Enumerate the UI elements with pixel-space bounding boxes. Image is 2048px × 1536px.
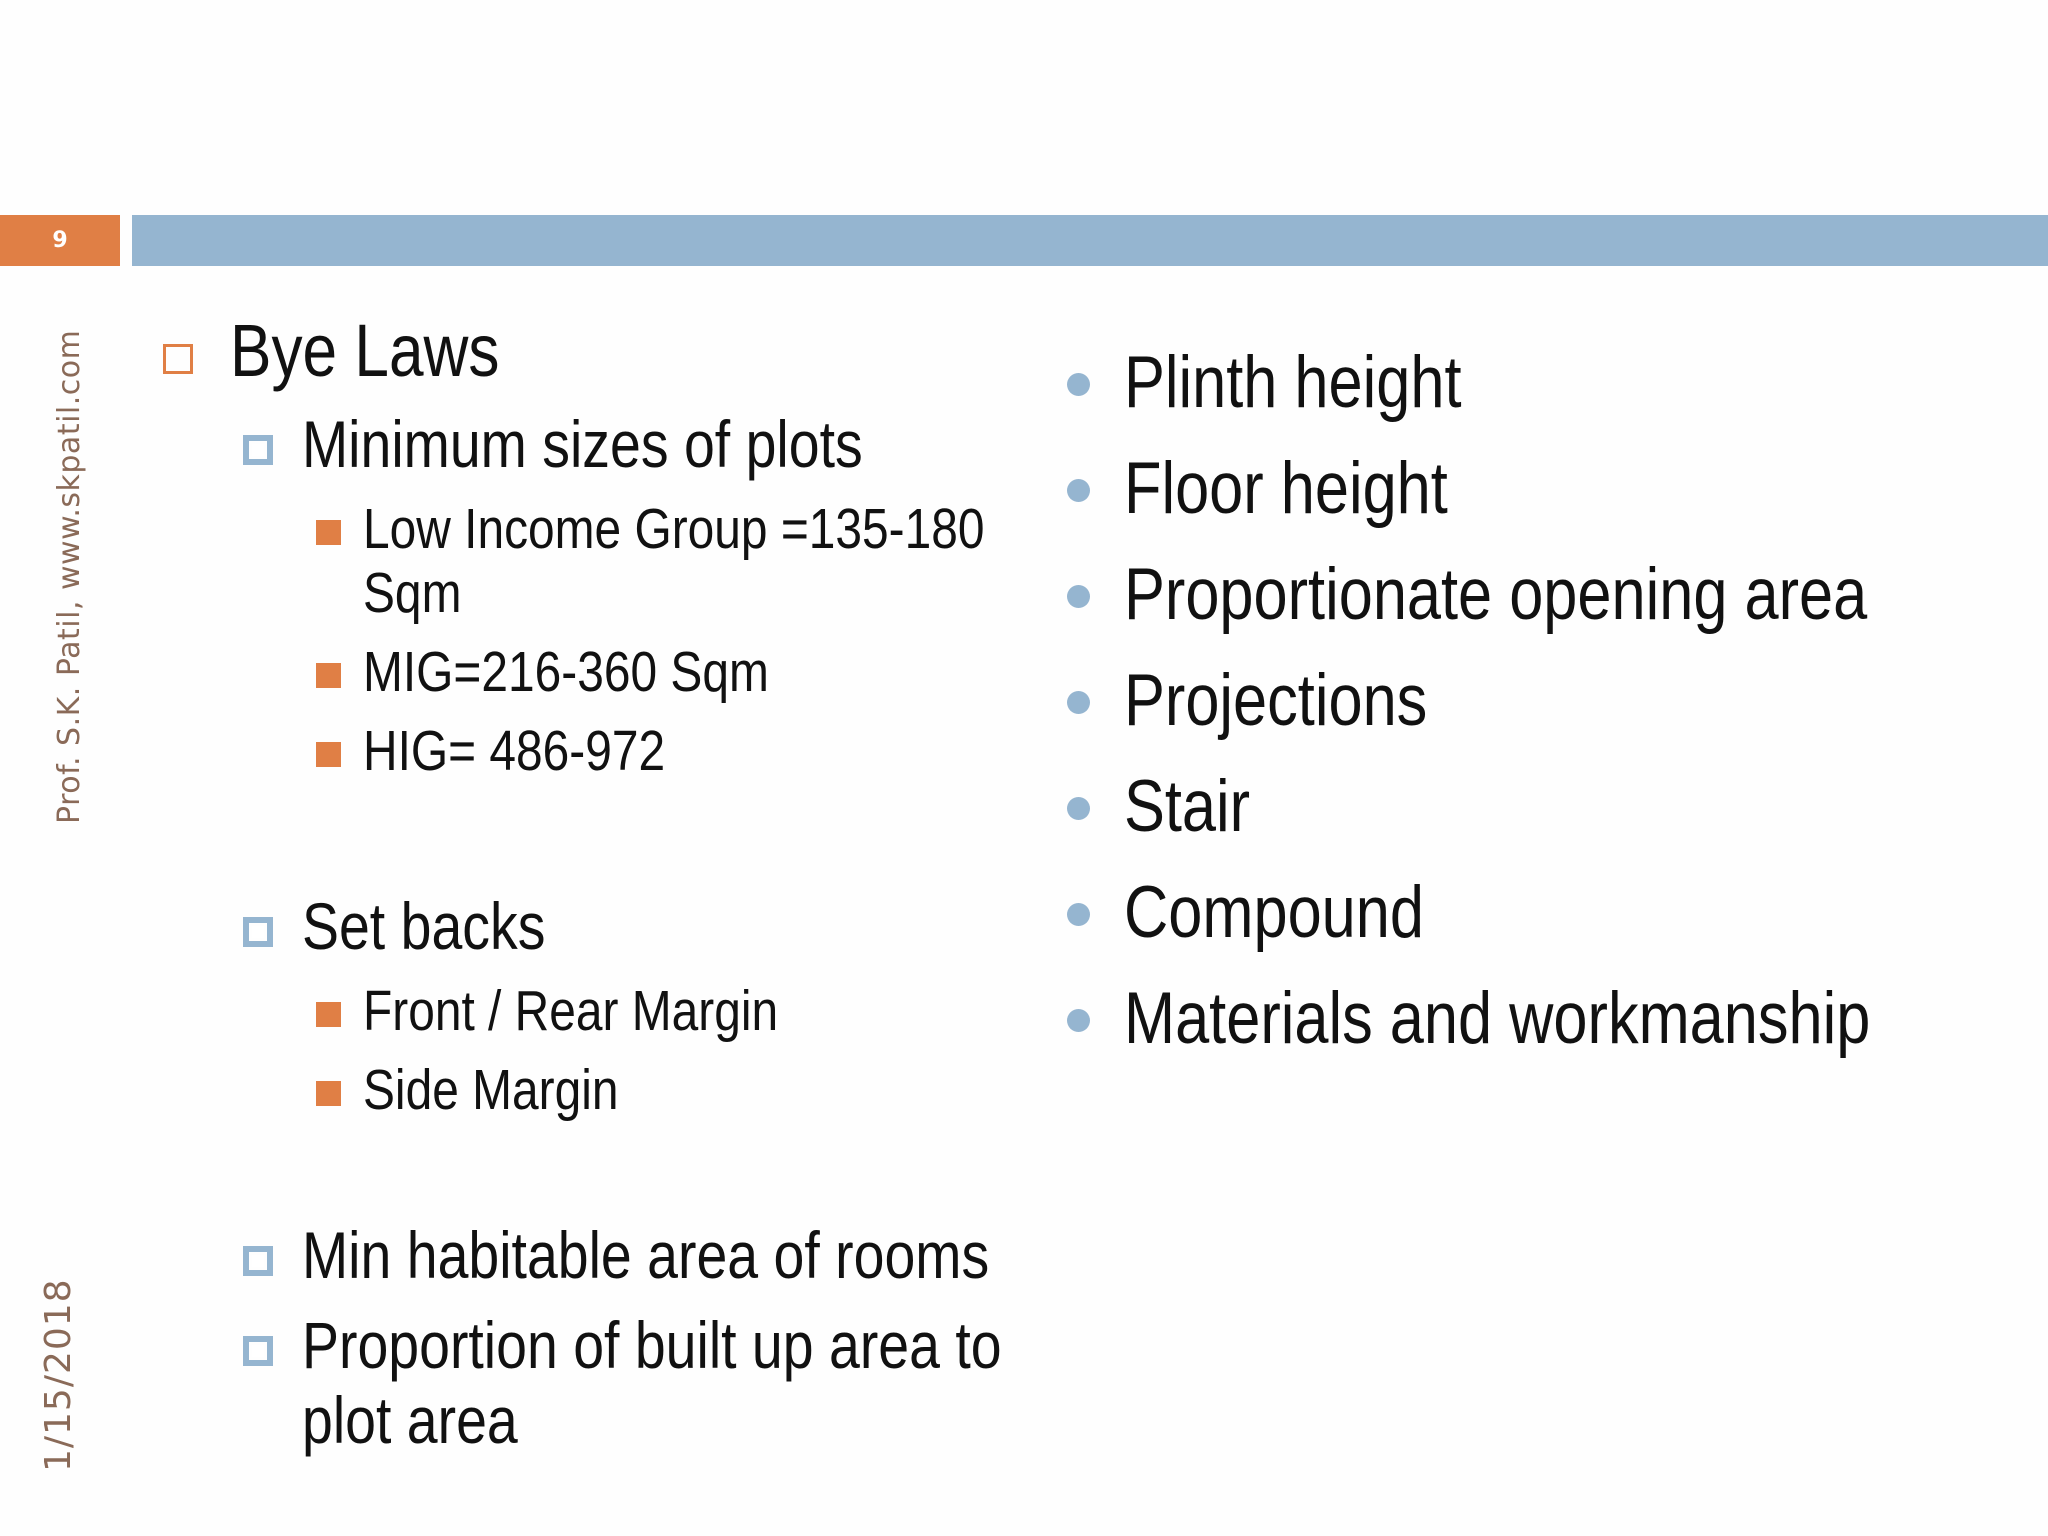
- min-habitable-bullet-icon: [243, 1246, 273, 1276]
- stair-bullet-icon: [1067, 797, 1090, 820]
- low-income-bullet-icon: [316, 520, 341, 545]
- mig-item: MIG=216-360 Sqm: [363, 640, 769, 704]
- plinth-height-bullet-icon: [1067, 373, 1090, 396]
- plinth-height-item: Plinth height: [1124, 342, 1462, 423]
- hig-item: HIG= 486-972: [363, 719, 666, 783]
- setbacks-bullet-icon: [243, 917, 273, 947]
- projections-bullet-icon: [1067, 691, 1090, 714]
- header-bar: [132, 215, 2048, 266]
- compound-bullet-icon: [1067, 903, 1090, 926]
- low-income-item-continued: Sqm: [363, 561, 462, 625]
- heading-bullet-icon: [163, 344, 193, 374]
- date-footer: 1/15/2018: [38, 1278, 79, 1472]
- side-margin-item: Side Margin: [363, 1058, 619, 1122]
- side-margin-bullet-icon: [316, 1081, 341, 1106]
- hig-bullet-icon: [316, 742, 341, 767]
- bye-laws-heading: Bye Laws: [230, 309, 500, 392]
- min-sizes-label: Minimum sizes of plots: [302, 407, 863, 481]
- stair-item: Stair: [1124, 766, 1251, 847]
- proportion-item-line1: Proportion of built up area to: [302, 1308, 1002, 1382]
- slide-number: 9: [0, 215, 120, 266]
- front-rear-margin-item: Front / Rear Margin: [363, 979, 779, 1043]
- materials-bullet-icon: [1067, 1009, 1090, 1032]
- mig-bullet-icon: [316, 663, 341, 688]
- setbacks-label: Set backs: [302, 889, 546, 963]
- proportion-item-line2: plot area: [302, 1383, 518, 1457]
- floor-height-bullet-icon: [1067, 479, 1090, 502]
- projections-item: Projections: [1124, 660, 1428, 741]
- proportion-bullet-icon: [243, 1336, 273, 1366]
- floor-height-item: Floor height: [1124, 448, 1448, 529]
- min-habitable-item: Min habitable area of rooms: [302, 1218, 990, 1292]
- low-income-item: Low Income Group =135-180: [363, 497, 985, 561]
- compound-item: Compound: [1124, 872, 1424, 953]
- min-sizes-bullet-icon: [243, 435, 273, 465]
- front-rear-bullet-icon: [316, 1002, 341, 1027]
- opening-area-item: Proportionate opening area: [1124, 554, 1868, 635]
- materials-workmanship-item: Materials and workmanship: [1124, 978, 1871, 1059]
- author-footer: Prof. S.K. Patil, www.skpatil.com: [52, 329, 87, 824]
- opening-area-bullet-icon: [1067, 585, 1090, 608]
